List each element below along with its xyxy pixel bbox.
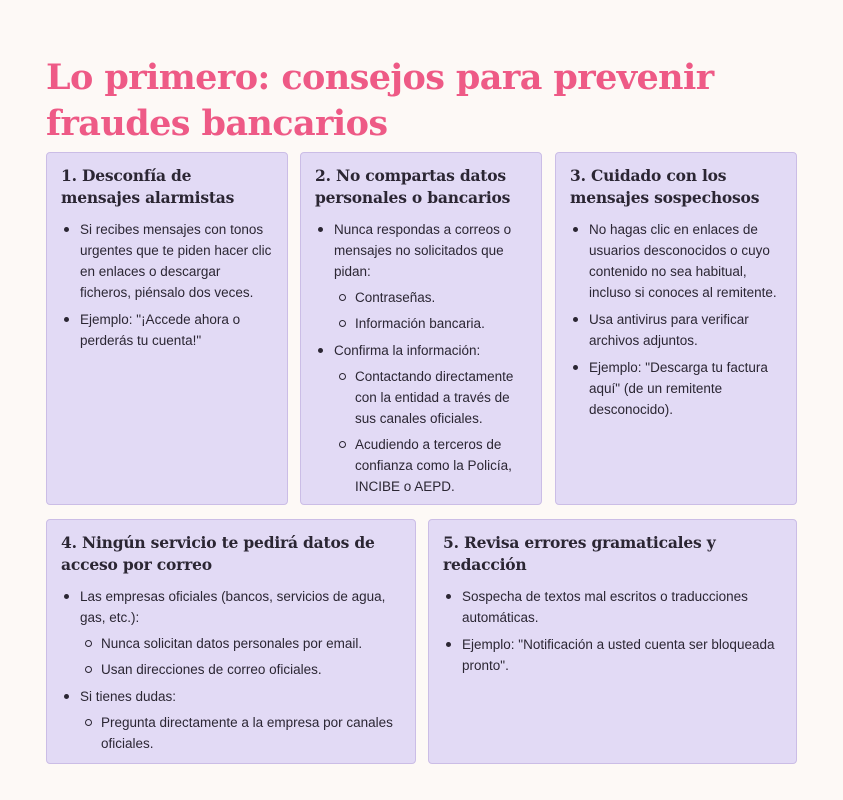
sub-list-item: Contraseñas. <box>334 287 527 308</box>
list-item: Usa antivirus para verificar archivos adjuntos. <box>570 309 782 351</box>
list-item-text: Si tienes dudas: <box>80 689 177 704</box>
tip-card-4 <box>46 519 416 764</box>
sub-list-item: Acudiendo a terceros de confianza como la Policía, INCIBE o AEPD. <box>334 434 527 497</box>
list-item <box>315 340 527 497</box>
tip-card-heading: 2. No compartas datos personales o bancarios <box>315 166 511 207</box>
list-item: No hagas clic en enlaces de usuarios desconocidos o cuyo contenido no sea habitual, incluso si conoces al remitente. <box>570 219 782 303</box>
list-item-text: Confirma la información: <box>334 343 481 358</box>
tip-card-heading: 5. Revisa errores gramaticales y redacción <box>443 533 716 574</box>
tip-list <box>61 219 273 351</box>
sub-list-item: Nunca solicitan datos personales por email. <box>80 633 401 654</box>
sub-list <box>80 712 401 754</box>
sub-list <box>334 366 527 497</box>
tip-card-3 <box>555 152 797 505</box>
sub-list <box>334 287 527 334</box>
list-item <box>61 686 401 754</box>
list-item <box>61 586 401 680</box>
page-title: Lo primero: consejos para prevenir fraudes bancarios <box>46 57 714 145</box>
list-item: Ejemplo: "Descarga tu factura aquí" (de un remitente desconocido). <box>570 357 782 420</box>
list-item: Ejemplo: "Notificación a usted cuenta ser bloqueada pronto". <box>443 634 782 676</box>
list-item-text: Las empresas oficiales (bancos, servicios de agua, gas, etc.): <box>80 589 386 625</box>
tip-card-1 <box>46 152 288 505</box>
tip-list <box>570 219 782 420</box>
tip-list <box>61 586 401 754</box>
tip-card-heading: 4. Ningún servicio te pedirá datos de acceso por correo <box>61 533 375 574</box>
list-item <box>315 219 527 334</box>
tip-card-heading: 3. Cuidado con los mensajes sospechosos <box>570 166 760 207</box>
tip-card-2 <box>300 152 542 505</box>
tip-card-5 <box>428 519 797 764</box>
list-item-text: Nunca respondas a correos o mensajes no solicitados que pidan: <box>334 222 512 279</box>
sub-list-item: Información bancaria. <box>334 313 527 334</box>
sub-list-item: Usan direcciones de correo oficiales. <box>80 659 401 680</box>
list-item: Ejemplo: "¡Accede ahora o perderás tu cuenta!" <box>61 309 273 351</box>
tip-card-heading: 1. Desconfía de mensajes alarmistas <box>61 166 235 207</box>
tip-list <box>315 219 527 497</box>
sub-list-item: Contactando directamente con la entidad a través de sus canales oficiales. <box>334 366 527 429</box>
sub-list <box>80 633 401 680</box>
sub-list-item: Pregunta directamente a la empresa por canales oficiales. <box>80 712 401 754</box>
tip-list <box>443 586 782 676</box>
list-item: Sospecha de textos mal escritos o traducciones automáticas. <box>443 586 782 628</box>
list-item: Si recibes mensajes con tonos urgentes que te piden hacer clic en enlaces o descargar ficheros, piénsalo dos veces. <box>61 219 273 303</box>
